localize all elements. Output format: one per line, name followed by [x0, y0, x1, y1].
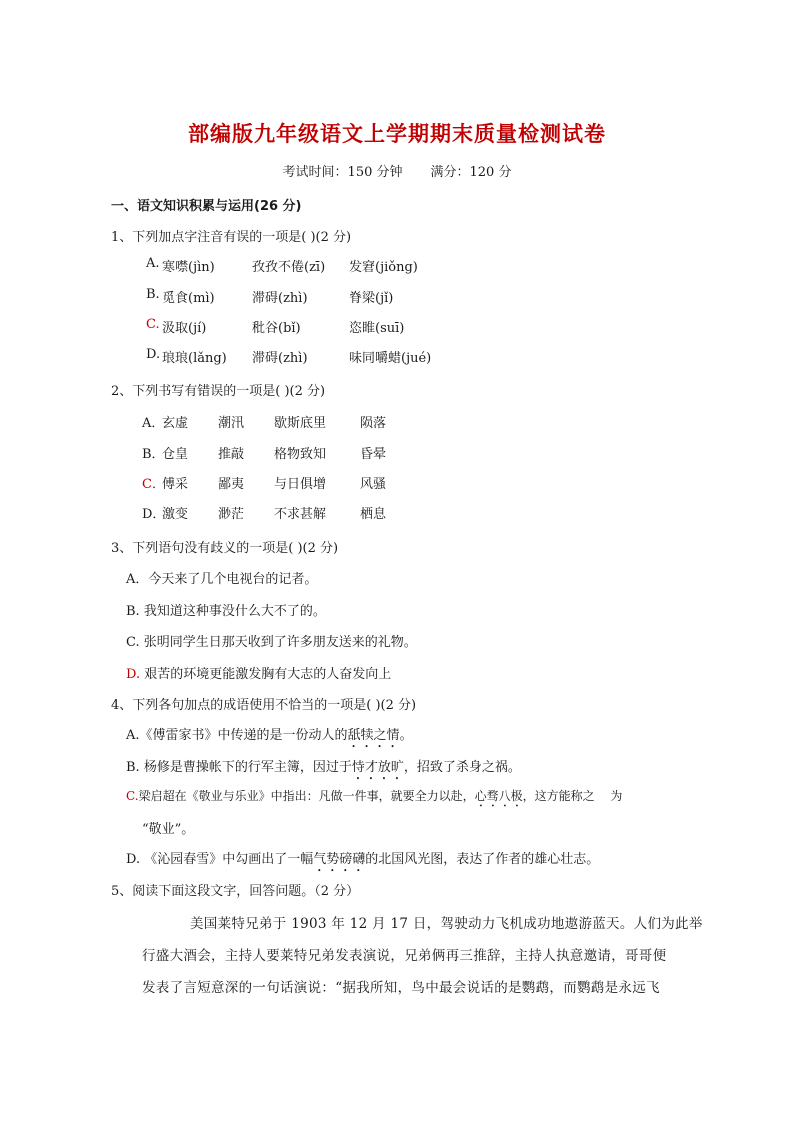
passage-line: 发表了言短意深的一句话演说：“据我所知，鸟中最会说话的是鹦鹉，而鹦鹉是永远飞 — [142, 980, 660, 996]
option-text: ，招致了杀身之祸。 — [403, 760, 521, 775]
option-word: 滞碍(zhì) — [252, 291, 308, 306]
option-letter: A． — [126, 572, 149, 587]
option-text: 《傅雷家书》中传递的是一份动人的 — [139, 728, 348, 743]
question-1-stem: 1、下列加点字注音有误的一项是( )(2 分) — [111, 230, 352, 245]
option-letter: D. — [126, 667, 141, 682]
option-word: 昏晕 — [360, 447, 387, 462]
option-letter: A. — [146, 256, 160, 271]
option-word: 仓皇 — [162, 447, 189, 462]
option-letter: A． — [142, 416, 165, 431]
question-4-stem: 4、下列各句加点的成语使用不恰当的一项是( )(2 分) — [111, 698, 417, 713]
passage-line: 行盛大酒会，主持人要莱特兄弟发表演说，兄弟俩再三推辞，主持人执意邀请，哥哥便 — [142, 948, 667, 964]
option-item — [126, 724, 413, 751]
option-word: 与日俱增 — [274, 477, 327, 492]
option-letter: C． — [142, 477, 165, 492]
option-word: 格物致知 — [274, 447, 327, 462]
option-text: 。 — [399, 728, 413, 743]
exam-info — [0, 161, 794, 180]
option-word: 歇斯底里 — [274, 416, 327, 431]
option-text: 梁启超在《敬业与乐业》中指出：凡做一件事，就要全力以赴， — [138, 789, 475, 803]
exam-time: 考试时间：150 分钟 — [282, 165, 403, 180]
option-word: 潮汛 — [218, 416, 245, 431]
option-letter: C. — [126, 789, 139, 803]
option-word: 玄虚 — [162, 416, 189, 431]
option-word: 琅琅(lǎng) — [162, 351, 227, 366]
option-text: 艰苦的环境更能激发胸有大志的人奋发向上 — [144, 667, 392, 682]
option-item — [126, 756, 521, 783]
option-letter: A. — [126, 728, 140, 743]
option-word: 风骚 — [360, 477, 387, 492]
option-word: 栖息 — [360, 507, 387, 522]
question-3-stem: 3、下列语句没有歧义的一项是( )(2 分) — [111, 541, 339, 556]
exam-title: 部编版九年级语文上学期期末质量检测试卷 — [188, 122, 606, 146]
option-word: 傅采 — [162, 477, 189, 492]
passage-line: 美国莱特兄弟于 1903 年 12 月 17 日，驾驶动力飞机成功地遨游蓝天。人们为此举 — [190, 916, 703, 932]
option-word: 寒噤(jìn) — [162, 260, 215, 275]
dotted-idiom: 气势磅礴 — [313, 852, 366, 867]
option-item — [126, 568, 317, 587]
option-word: 渺茫 — [218, 507, 245, 522]
option-item — [126, 848, 599, 875]
section-heading: 一、语文知识积累与运用(26 分) — [111, 199, 302, 214]
option-word: 味同嚼蜡(jué) — [349, 351, 432, 366]
option-word: 恣睢(suī) — [349, 321, 405, 336]
option-letter: B. — [126, 604, 140, 619]
option-item — [126, 663, 391, 682]
option-letter: B． — [142, 447, 165, 462]
option-word: 汲取(jí) — [162, 321, 207, 336]
option-text: 张明同学生日那天收到了许多朋友送来的礼物。 — [143, 635, 417, 650]
option-word: 推敲 — [218, 447, 245, 462]
option-item — [126, 631, 417, 650]
option-word: 陨落 — [360, 416, 387, 431]
option-word: 脊梁(jǐ) — [349, 291, 394, 306]
option-item — [126, 600, 326, 619]
option-word: 滞碍(zhì) — [252, 351, 308, 366]
option-letter: D. — [146, 347, 161, 362]
option-text: 的北国风光图，表达了作者的雄心壮志。 — [365, 852, 600, 867]
option-letter: D. — [126, 852, 141, 867]
option-text: 《沁园春雪》中勾画出了一幅 — [144, 852, 314, 867]
option-letter: D． — [142, 507, 166, 522]
dotted-idiom: 恃才放旷 — [351, 760, 404, 775]
option-letter: B. — [126, 760, 140, 775]
option-text: 今天来了几个电视台的记者。 — [148, 572, 318, 587]
option-letter: B. — [146, 287, 160, 302]
dotted-idiom: 舐犊之情 — [347, 728, 400, 743]
option-continuation: “敬业”。 — [142, 822, 195, 837]
option-word: 秕谷(bǐ) — [252, 321, 301, 336]
exam-score: 满分：120 分 — [430, 165, 512, 180]
option-word: 不求甚解 — [274, 507, 327, 522]
option-word: 孜孜不倦(zī) — [252, 260, 326, 275]
question-2-stem: 2、下列书写有错误的一项是( )(2 分) — [111, 384, 326, 399]
option-item — [126, 787, 622, 810]
option-word: 发窘(jiǒng) — [349, 260, 418, 275]
option-text: 我知道这种事没什么大不了的。 — [143, 604, 326, 619]
option-word: 觅食(mì) — [162, 291, 215, 306]
option-word: 激变 — [162, 507, 189, 522]
option-text: ，这方能称之 为 — [522, 789, 623, 803]
option-letter: C. — [146, 317, 160, 332]
question-5-stem: 5、阅读下面这段文字，回答问题。（2 分） — [111, 884, 360, 899]
option-text: 杨修是曹操帐下的行军主簿，因过于 — [143, 760, 352, 775]
option-word: 鄙夷 — [218, 477, 245, 492]
dotted-idiom: 心骛八极 — [474, 789, 523, 803]
option-letter: C. — [126, 635, 140, 650]
